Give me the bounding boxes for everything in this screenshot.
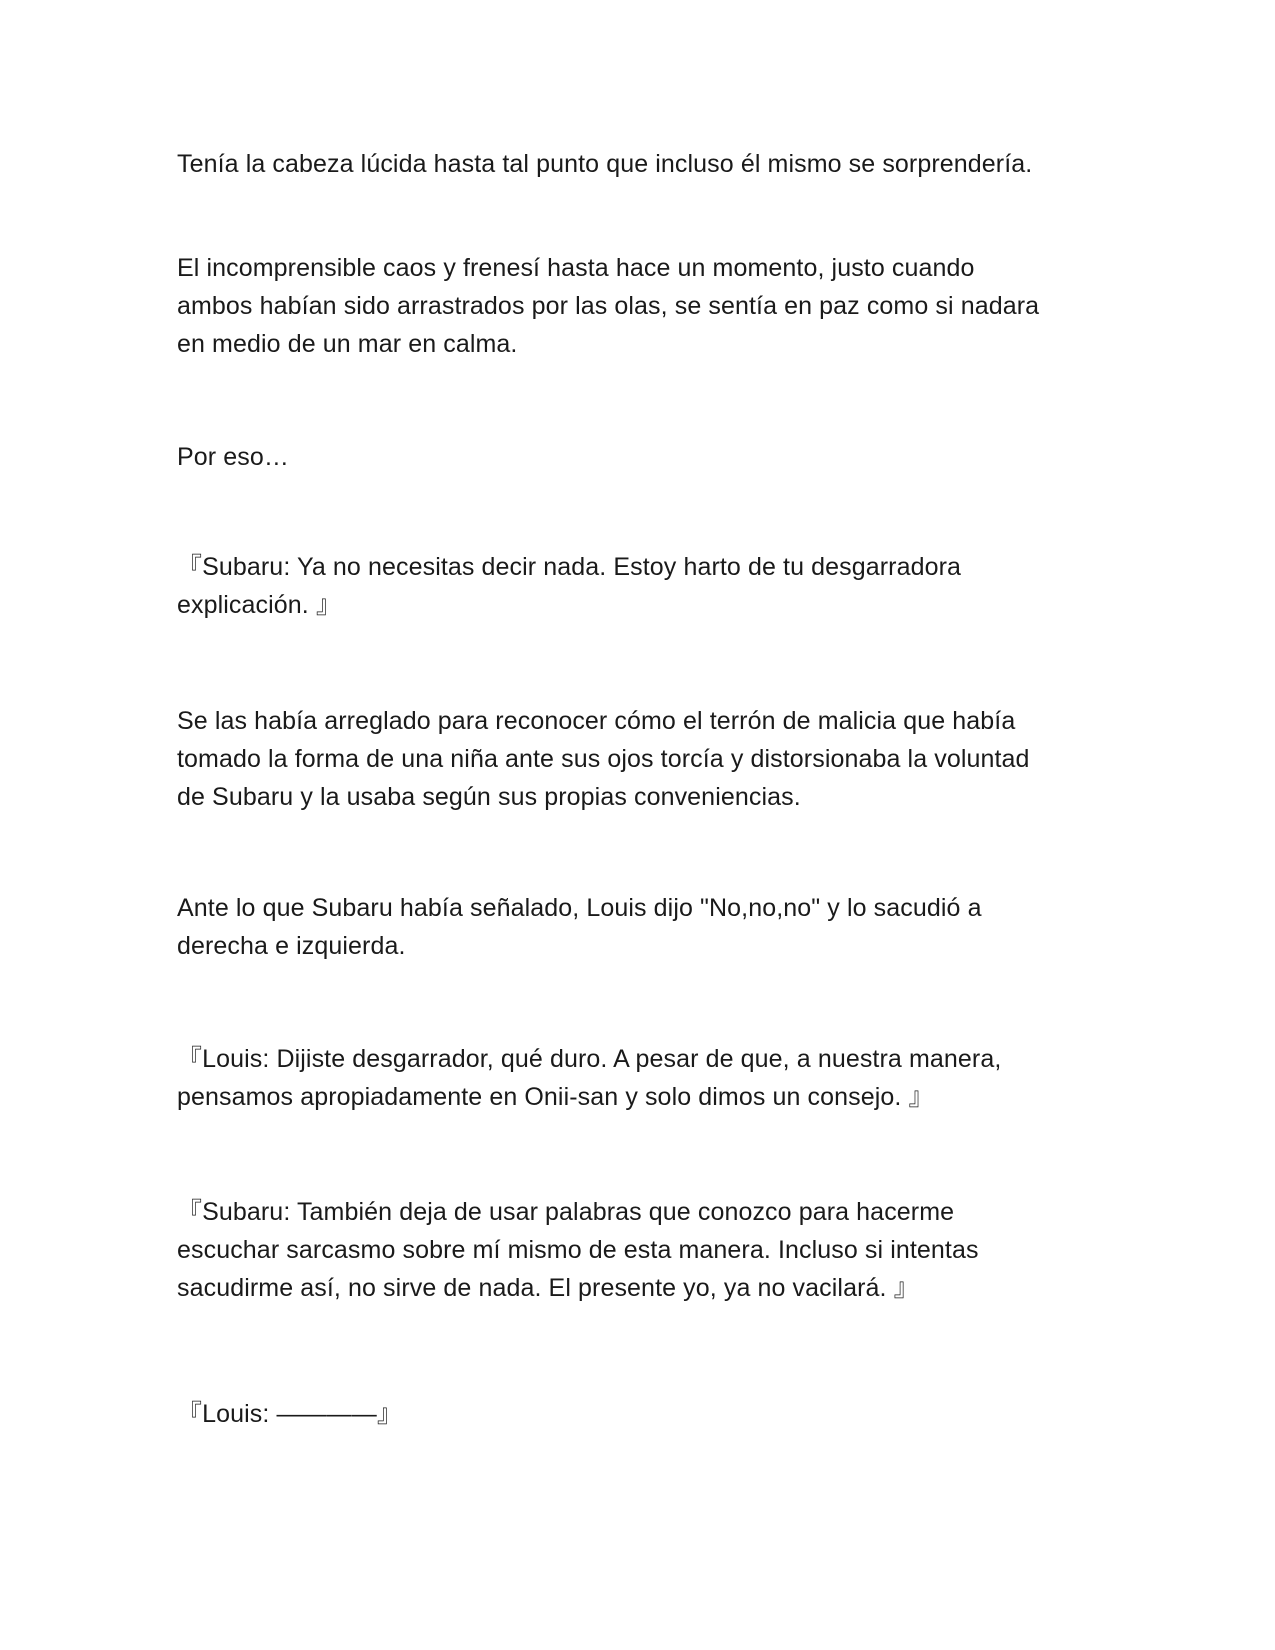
paragraph-2 bbox=[177, 249, 1097, 363]
paragraph-line: Ante lo que Subaru había señalado, Louis dijo "No,no,no" y lo sacudió a bbox=[177, 894, 982, 922]
paragraph-5 bbox=[177, 702, 1097, 816]
paragraph-line: Tenía la cabeza lúcida hasta tal punto que incluso él mismo se sorprendería. bbox=[177, 150, 1033, 178]
paragraph-line: Por eso… bbox=[177, 443, 289, 471]
paragraph-line: tomado la forma de una niña ante sus ojos torcía y distorsionaba la voluntad bbox=[177, 745, 1030, 773]
paragraph-line: Se las había arreglado para reconocer cómo el terrón de malicia que había bbox=[177, 707, 1016, 735]
dialogue-louis-1 bbox=[177, 1040, 1097, 1116]
paragraph-3 bbox=[177, 438, 1097, 476]
paragraph-1 bbox=[177, 145, 1097, 183]
paragraph-line: 『Subaru: Ya no necesitas decir nada. Estoy harto de tu desgarradora bbox=[177, 553, 962, 581]
paragraph-line: 『Subaru: También deja de usar palabras que conozco para hacerme bbox=[177, 1198, 955, 1226]
paragraph-6 bbox=[177, 889, 1097, 965]
paragraph-line: pensamos apropiadamente en Onii-san y solo dimos un consejo. 』 bbox=[177, 1083, 934, 1111]
paragraph-line: El incomprensible caos y frenesí hasta hace un momento, justo cuando bbox=[177, 254, 975, 282]
dialogue-subaru-1 bbox=[177, 548, 1097, 624]
paragraph-line: sacudirme así, no sirve de nada. El presente yo, ya no vacilará. 』 bbox=[177, 1274, 919, 1302]
paragraph-line: 『Louis: ————』 bbox=[177, 1400, 402, 1428]
paragraph-line: escuchar sarcasmo sobre mí mismo de esta manera. Incluso si intentas bbox=[177, 1236, 979, 1264]
paragraph-line: ambos habían sido arrastrados por las olas, se sentía en paz como si nadara bbox=[177, 292, 1040, 320]
paragraph-line: 『Louis: Dijiste desgarrador, qué duro. A pesar de que, a nuestra manera, bbox=[177, 1045, 1002, 1073]
paragraph-line: derecha e izquierda. bbox=[177, 932, 406, 960]
paragraph-line: de Subaru y la usaba según sus propias conveniencias. bbox=[177, 783, 801, 811]
dialogue-louis-2 bbox=[177, 1395, 1097, 1433]
paragraph-line: en medio de un mar en calma. bbox=[177, 330, 518, 358]
dialogue-subaru-2 bbox=[177, 1193, 1097, 1307]
paragraph-line: explicación. 』 bbox=[177, 591, 341, 619]
